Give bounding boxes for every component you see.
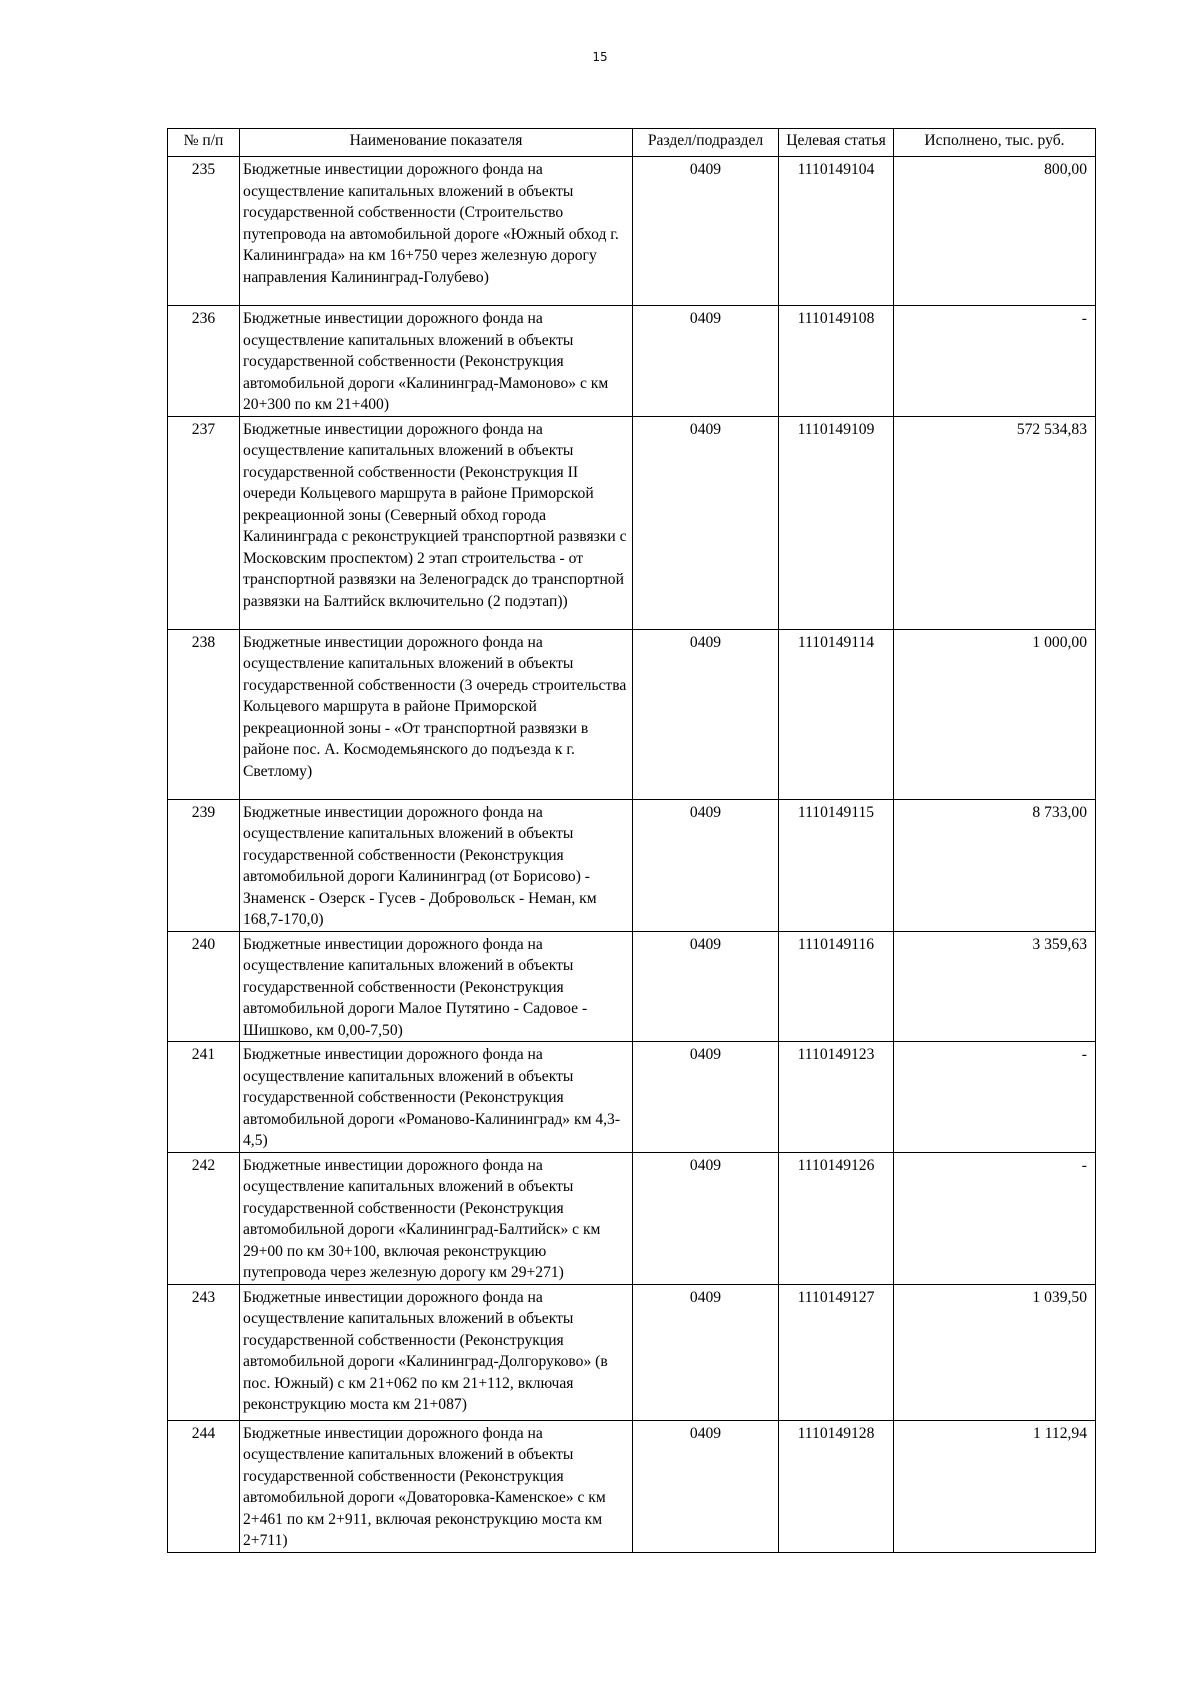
row-number: 244 [168, 1420, 240, 1552]
table-row [168, 629, 1096, 799]
row-section: 0409 [633, 629, 779, 799]
row-name: Бюджетные инвестиции дорожного фонда на осуществление капитальных вложений в объекты государственной собственности (3 очередь строительства Кольцевого маршрута в районе Приморской рекреационной зоны - «От транспортной развязки в районе пос. А. Космодемьянского до подъезда к г. Светлому) [240, 629, 633, 799]
row-name: Бюджетные инвестиции дорожного фонда на осуществление капитальных вложений в объекты государственной собственности (Реконструкция автомобильной дороги «Романово-Калининград» км 4,3-4,5) [240, 1042, 633, 1153]
row-section: 0409 [633, 1284, 779, 1420]
row-name: Бюджетные инвестиции дорожного фонда на осуществление капитальных вложений в объекты государственной собственности (Реконструкция автомобильной дороги Малое Путятино - Садовое - Шишково, км 0,00-7,50) [240, 931, 633, 1042]
row-number: 236 [168, 306, 240, 417]
row-amount: 800,00 [894, 157, 1096, 306]
row-name: Бюджетные инвестиции дорожного фонда на осуществление капитальных вложений в объекты государственной собственности (Реконструкция автомобильной дороги Калининград (от Борисово) - Знаменск - Озерск - Гусев - Добровольск - Неман, км 168,7-170,0) [240, 799, 633, 931]
row-article: 1110149115 [779, 799, 894, 931]
row-name: Бюджетные инвестиции дорожного фонда на осуществление капитальных вложений в объекты государственной собственности (Строительство путепровода на автомобильной дороге «Южный обход г. Калининграда» на км 16+750 через железную дорогу направления Калининград-Голубево) [240, 157, 633, 306]
row-number: 243 [168, 1284, 240, 1420]
row-number: 240 [168, 931, 240, 1042]
table-row [168, 1042, 1096, 1153]
row-article: 1110149108 [779, 306, 894, 417]
row-amount: 3 359,63 [894, 931, 1096, 1042]
header-section: Раздел/подраздел [633, 129, 779, 157]
row-section: 0409 [633, 1420, 779, 1552]
row-article: 1110149114 [779, 629, 894, 799]
row-section: 0409 [633, 931, 779, 1042]
header-article: Целевая статья [779, 129, 894, 157]
header-name: Наименование показателя [240, 129, 633, 157]
page-number: 15 [592, 50, 608, 64]
row-article: 1110149126 [779, 1152, 894, 1284]
budget-table [167, 128, 1096, 1553]
row-article: 1110149104 [779, 157, 894, 306]
row-section: 0409 [633, 157, 779, 306]
table-row [168, 306, 1096, 417]
row-amount: - [894, 1152, 1096, 1284]
table-header-row [168, 129, 1096, 157]
row-article: 1110149127 [779, 1284, 894, 1420]
table-row [168, 1152, 1096, 1284]
row-article: 1110149128 [779, 1420, 894, 1552]
row-section: 0409 [633, 1152, 779, 1284]
row-amount: 1 112,94 [894, 1420, 1096, 1552]
row-section: 0409 [633, 799, 779, 931]
row-name: Бюджетные инвестиции дорожного фонда на осуществление капитальных вложений в объекты государственной собственности (Реконструкция автомобильной дороги «Калининград-Долгоруково» (в пос. Южный) с км 21+062 по км 21+112, включая реконструкцию моста км 21+087) [240, 1284, 633, 1420]
table-row [168, 416, 1096, 629]
row-amount: - [894, 1042, 1096, 1153]
row-name: Бюджетные инвестиции дорожного фонда на осуществление капитальных вложений в объекты государственной собственности (Реконструкция автомобильной дороги «Калининград-Мамоново» с км 20+300 по км 21+400) [240, 306, 633, 417]
row-amount: 1 039,50 [894, 1284, 1096, 1420]
row-number: 239 [168, 799, 240, 931]
row-section: 0409 [633, 1042, 779, 1153]
row-name: Бюджетные инвестиции дорожного фонда на осуществление капитальных вложений в объекты государственной собственности (Реконструкция автомобильной дороги «Калининград-Балтийск» с км 29+00 по км 30+100, включая реконструкцию путепровода через железную дорогу км 29+271) [240, 1152, 633, 1284]
row-section: 0409 [633, 416, 779, 629]
table-row [168, 157, 1096, 306]
row-article: 1110149123 [779, 1042, 894, 1153]
header-num: № п/п [168, 129, 240, 157]
row-amount: 1 000,00 [894, 629, 1096, 799]
row-article: 1110149116 [779, 931, 894, 1042]
row-article: 1110149109 [779, 416, 894, 629]
row-name: Бюджетные инвестиции дорожного фонда на осуществление капитальных вложений в объекты государственной собственности (Реконструкция II очереди Кольцевого маршрута в районе Приморской рекреационной зоны (Северный обход города Калининграда с реконструкцией транспортной развязки с Московским проспектом) 2 этап строительства - от транспортной развязки на Зеленоградск до транспортной развязки на Балтийск включительно (2 подэтап)) [240, 416, 633, 629]
row-amount: 572 534,83 [894, 416, 1096, 629]
row-number: 242 [168, 1152, 240, 1284]
row-amount: - [894, 306, 1096, 417]
row-name: Бюджетные инвестиции дорожного фонда на осуществление капитальных вложений в объекты государственной собственности (Реконструкция автомобильной дороги «Доваторовка-Каменское» с км 2+461 по км 2+911, включая реконструкцию моста км 2+711) [240, 1420, 633, 1552]
row-number: 241 [168, 1042, 240, 1153]
row-number: 238 [168, 629, 240, 799]
row-amount: 8 733,00 [894, 799, 1096, 931]
table-row [168, 1284, 1096, 1420]
row-number: 235 [168, 157, 240, 306]
table-row [168, 799, 1096, 931]
table-row [168, 931, 1096, 1042]
row-section: 0409 [633, 306, 779, 417]
header-amount: Исполнено, тыс. руб. [894, 129, 1096, 157]
table-row [168, 1420, 1096, 1552]
row-number: 237 [168, 416, 240, 629]
